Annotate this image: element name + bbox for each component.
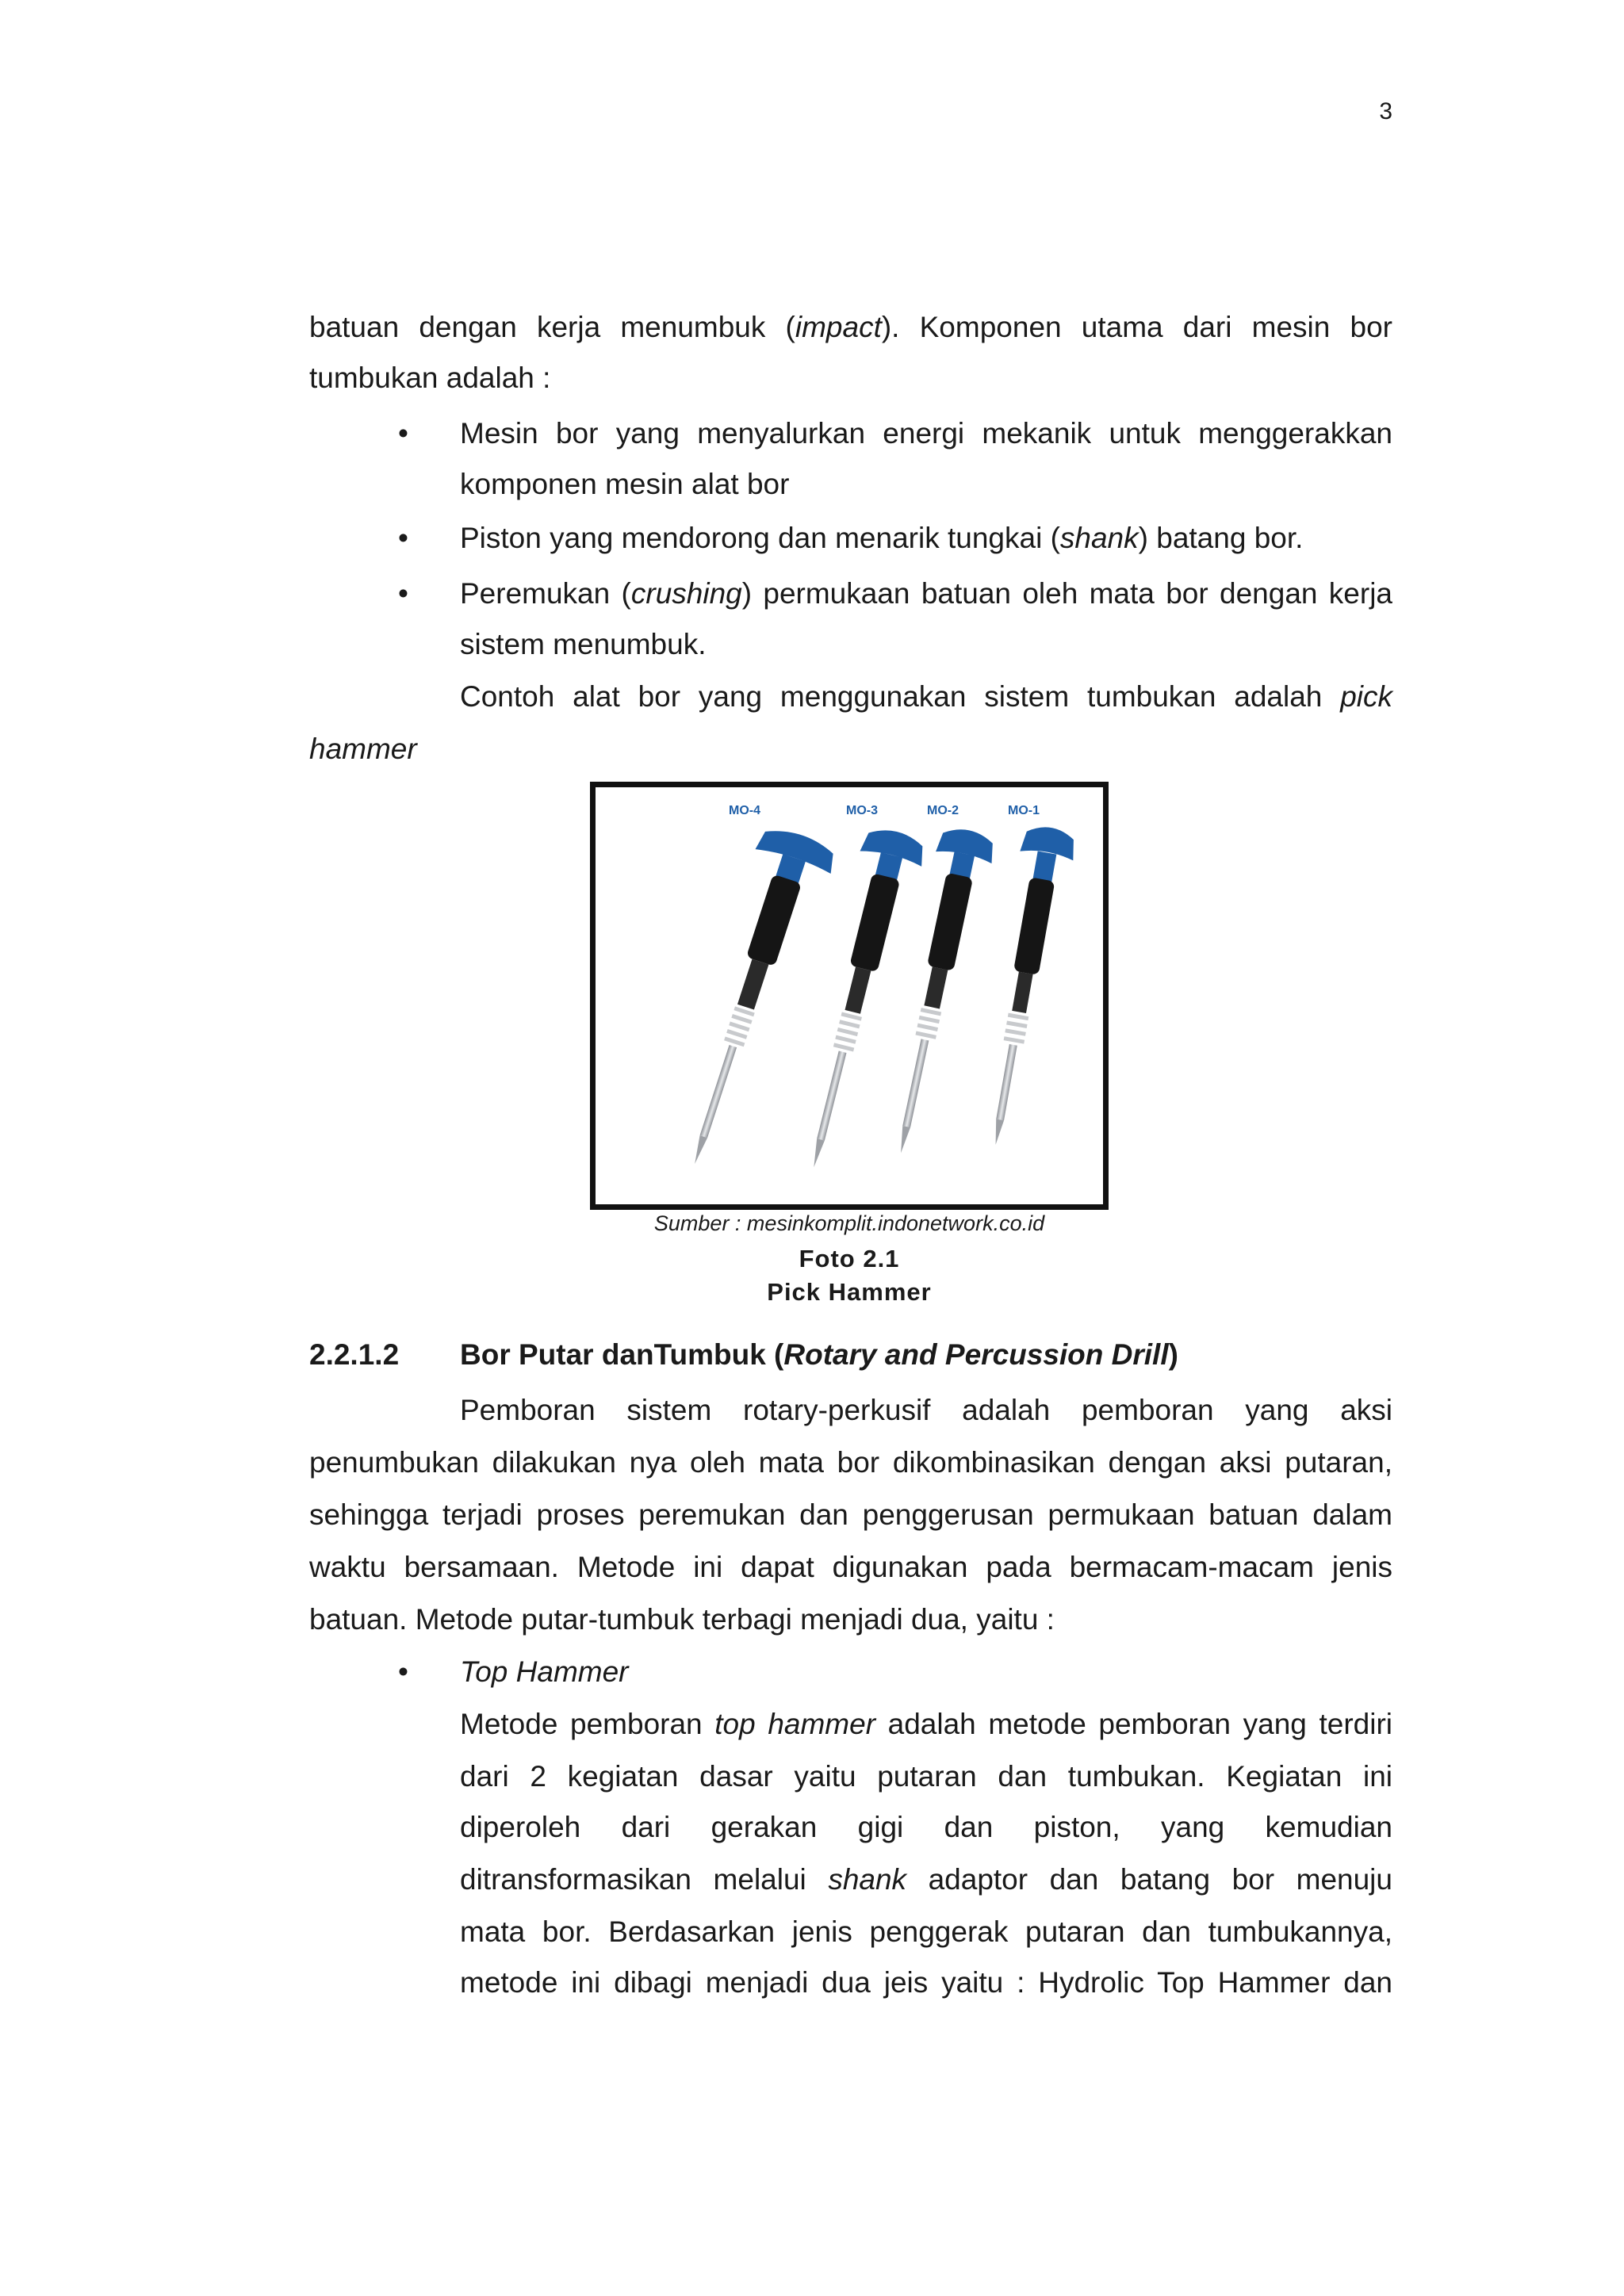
bullet-icon: • (398, 577, 408, 610)
top-hammer-line-1: Metode pemboran top hammer adalah metode pemboran yang terdiri (460, 1708, 1392, 1740)
model-label-mo3: MO-3 (846, 804, 878, 817)
top-hammer-line-5: mata bor. Berdasarkan jenis penggerak putaran dan tumbukannya, (460, 1915, 1392, 1948)
section-number: 2.2.1.2 (309, 1338, 400, 1371)
paragraph-line-1: Pemboran sistem rotary-perkusif adalah pemboran yang aksi (460, 1394, 1392, 1426)
paragraph-line-2: penumbukan dilakukan nya oleh mata bor dikombinasikan dengan aksi putaran, (309, 1446, 1392, 1479)
bullet-icon: • (398, 417, 408, 450)
intro-line-2: tumbukan adalah : (309, 362, 551, 394)
paragraph-line-3: sehingga terjadi proses peremukan dan penggerusan permukaan batuan dalam (309, 1498, 1392, 1531)
bullet-1-line-1: Mesin bor yang menyalurkan energi mekanik untuk menggerakkan (460, 417, 1392, 450)
figure-source: Sumber : mesinkomplit.indonetwork.co.id (653, 1211, 1045, 1235)
intro-line-1: batuan dengan kerja menumbuk (impact). Komponen utama dari mesin bor (309, 311, 1392, 343)
bullet-icon: • (398, 522, 408, 554)
top-hammer-line-6: metode ini dibagi menjadi dua jeis yaitu : Hydrolic Top Hammer dan (460, 1966, 1392, 1999)
section-title: Bor Putar danTumbuk (Rotary and Percussion Drill) (460, 1338, 1178, 1371)
paragraph-line-4: waktu bersamaan. Metode ini dapat digunakan pada bermacam-macam jenis (309, 1551, 1392, 1583)
top-hammer-line-2: dari 2 kegiatan dasar yaitu putaran dan tumbukan. Kegiatan ini (460, 1760, 1392, 1793)
top-hammer-label: Top Hammer (460, 1655, 629, 1688)
bullet-1-line-2: komponen mesin alat bor (460, 468, 790, 500)
top-hammer-line-3: diperoleh dari gerakan gigi dan piston, yang kemudian (460, 1811, 1392, 1843)
figure-number: Foto 2.1 (799, 1245, 900, 1272)
pick-hammer-mo1 (969, 823, 1078, 1150)
bullet-icon: • (398, 1655, 408, 1688)
pick-hammer-mo4 (657, 823, 840, 1177)
paragraph-line-5: batuan. Metode putar-tumbuk terbagi menjadi dua, yaitu : (309, 1603, 1055, 1636)
figure-title: Pick Hammer (767, 1278, 932, 1306)
model-label-mo2: MO-2 (927, 804, 959, 817)
model-label-mo1: MO-1 (1008, 804, 1040, 817)
bullet-3-line-2: sistem menumbuk. (460, 628, 707, 660)
bullet-3-line-1: Peremukan (crushing) permukaan batuan oleh mata bor dengan kerja (460, 577, 1393, 610)
model-label-mo4: MO-4 (729, 804, 760, 817)
bullet-2: Piston yang mendorong dan menarik tungkai (shank) batang bor. (460, 522, 1304, 554)
page-number: 3 (1379, 98, 1392, 124)
top-hammer-line-4: ditransformasikan melalui shank adaptor dan batang bor menuju (460, 1863, 1392, 1896)
pick-hammer-illustration (596, 787, 1103, 1204)
pick-hammer-photo (590, 782, 1109, 1210)
example-line-1: Contoh alat bor yang menggunakan sistem tumbukan adalah pick (460, 680, 1392, 713)
example-line-2: hammer (309, 733, 417, 765)
